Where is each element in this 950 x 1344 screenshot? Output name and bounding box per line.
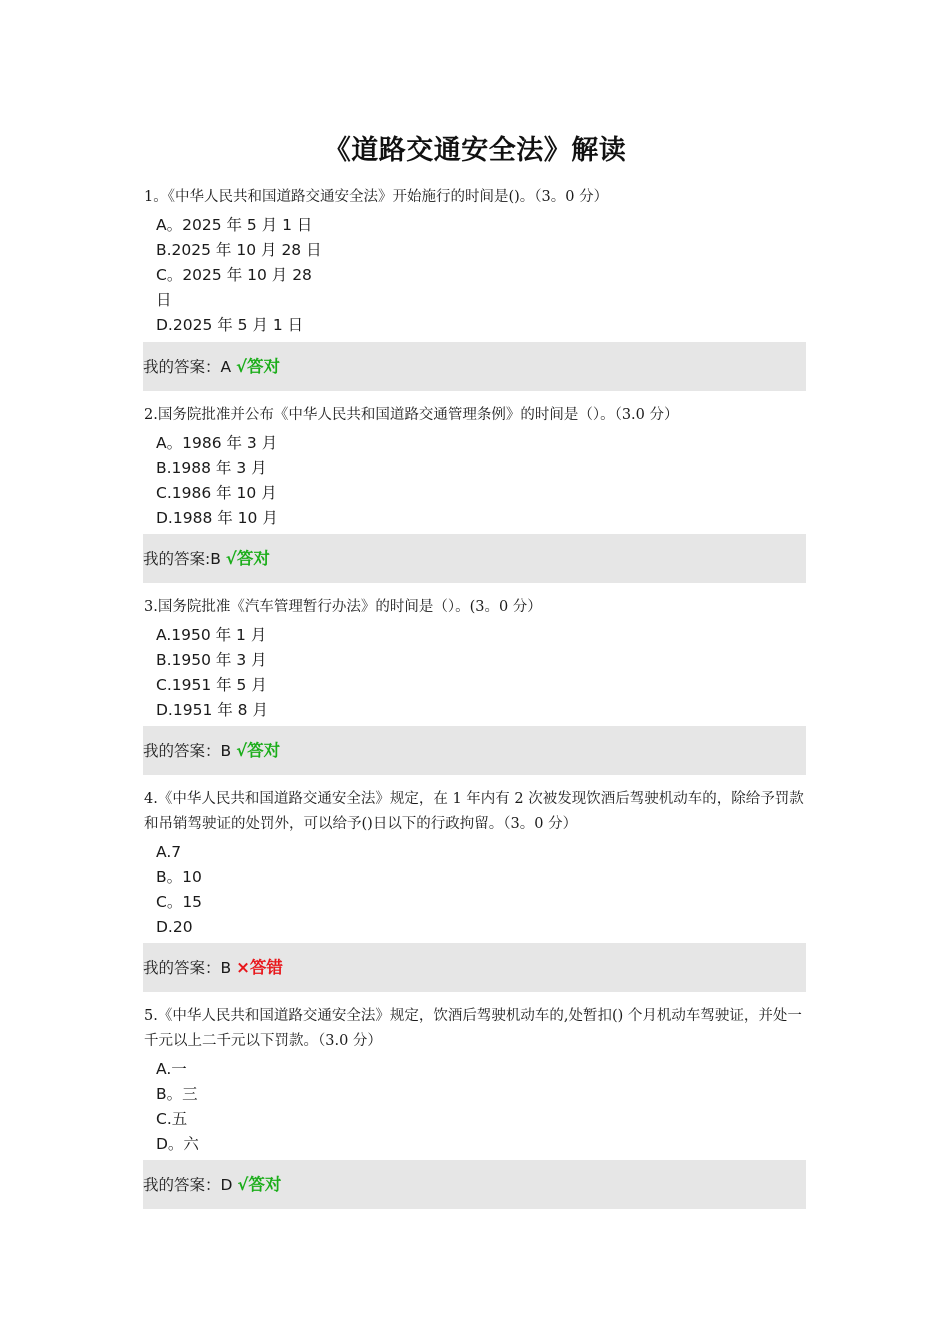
result-label: 答对 <box>247 741 281 760</box>
option-a: A.一 <box>156 1060 187 1078</box>
option-a: A。1986 年 3 月 <box>156 434 278 452</box>
option-c: C.五 <box>156 1110 188 1128</box>
my-answer <box>143 739 280 763</box>
result-check-icon: √ <box>225 549 237 568</box>
options-list <box>156 623 806 723</box>
result-label: 答对 <box>248 1175 282 1194</box>
result-check-icon: √ <box>237 1175 249 1194</box>
option-d: D.1988 年 10 月 <box>156 509 278 527</box>
question-text: 2.国务院批准并公布《中华人民共和国道路交通管理条例》的时间是（）。（3.0 分） <box>144 407 679 423</box>
option-a: A.7 <box>156 843 182 861</box>
page-title: 《道路交通安全法》解读 <box>323 135 627 166</box>
my-answer <box>143 956 283 980</box>
result-label: 答错 <box>249 958 283 977</box>
answer-bar-2 <box>143 534 806 583</box>
question-2 <box>144 403 806 531</box>
answer-label: 我的答案：B <box>143 959 237 977</box>
option-d: D.20 <box>156 918 193 936</box>
my-answer <box>143 355 280 379</box>
result-label: 答对 <box>236 549 270 568</box>
option-b: B.1988 年 3 月 <box>156 459 267 477</box>
my-answer <box>143 547 270 571</box>
answer-label: 我的答案:B <box>143 550 226 568</box>
option-c: C.1951 年 5 月 <box>156 676 267 694</box>
question-4 <box>144 787 806 940</box>
option-a: A.1950 年 1 月 <box>156 626 267 644</box>
result-check-icon: √ <box>236 741 248 760</box>
option-d: D.1951 年 8 月 <box>156 701 268 719</box>
option-b: B.1950 年 3 月 <box>156 651 267 669</box>
answer-label: 我的答案：A <box>143 358 237 376</box>
answer-bar-3 <box>143 726 806 775</box>
option-a: A。2025 年 5 月 1 日 <box>156 216 313 234</box>
question-text: 4.《中华人民共和国道路交通安全法》规定，在 1 年内有 2 次被发现饮酒后驾驶机动车的，除给予罚款和吊销驾驶证的处罚外，可以给予()日以下的行政拘留。（3。0 分） <box>144 791 804 832</box>
option-c: C。2025 年 10 月 28 日 <box>156 266 312 309</box>
option-c: C。15 <box>156 893 203 911</box>
question-5 <box>144 1004 806 1157</box>
answer-bar-5 <box>143 1160 806 1209</box>
question-text: 5.《中华人民共和国道路交通安全法》规定，饮酒后驾驶机动车的,处暂扣() 个月机动车驾驶证，并处一千元以上二千元以下罚款。（3.0 分） <box>144 1008 802 1049</box>
answer-label: 我的答案：D <box>143 1176 238 1194</box>
option-b: B。10 <box>156 868 202 886</box>
question-3 <box>144 595 806 723</box>
result-check-icon: √ <box>236 357 248 376</box>
my-answer <box>143 1173 281 1197</box>
result-label: 答对 <box>247 357 281 376</box>
answer-label: 我的答案：B <box>143 742 237 760</box>
options-list <box>156 213 806 338</box>
answer-bar-4 <box>143 943 806 992</box>
question-1 <box>144 185 806 338</box>
options-list <box>156 840 806 940</box>
result-cross-icon: × <box>236 958 250 977</box>
options-list <box>156 431 806 531</box>
question-text: 1。《中华人民共和国道路交通安全法》开始施行的时间是()。（3。0 分） <box>144 189 609 205</box>
option-c: C.1986 年 10 月 <box>156 484 277 502</box>
option-d: D。六 <box>156 1135 199 1153</box>
options-list <box>156 1057 806 1157</box>
option-d: D.2025 年 5 月 1 日 <box>156 316 304 334</box>
answer-bar-1 <box>143 342 806 391</box>
question-text: 3.国务院批准《汽车管理暂行办法》的时间是（）。(3。0 分） <box>144 599 542 615</box>
option-b: B.2025 年 10 月 28 日 <box>156 241 322 259</box>
option-b: B。三 <box>156 1085 198 1103</box>
